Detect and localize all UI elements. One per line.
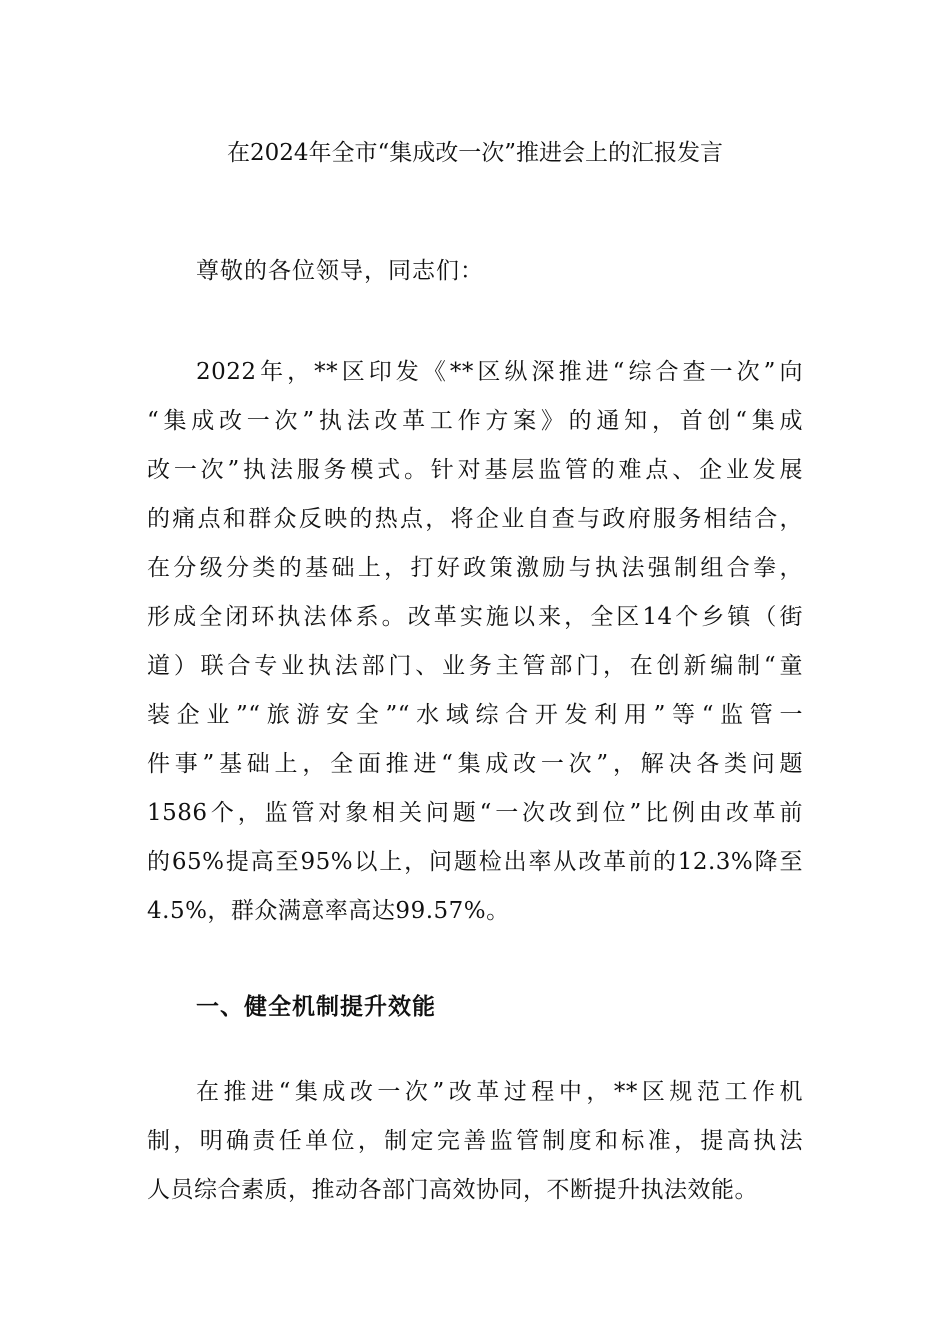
paragraph-line: 件事”基础上，全面推进“集成改一次”，解决各类问题 [147,751,803,777]
paragraph-line: 装企业”“旅游安全”“水域综合开发利用”等“监管一 [147,702,803,728]
paragraph-line: “集成改一次”执法改革工作方案》的通知，首创“集成 [147,408,803,434]
paragraph-line: 2022年，**区印发《**区纵深推进“综合查一次”向 [196,359,803,385]
paragraph-line: 人员综合素质，推动各部门高效协同，不断提升执法效能。 [147,1177,758,1203]
paragraph-intro [147,348,803,936]
paragraph-line: 形成全闭环执法体系。改革实施以来，全区14个乡镇（街 [147,604,803,630]
paragraph-line: 的65%提高至95%以上，问题检出率从改革前的12.3%降至 [147,849,803,875]
paragraph-line: 道）联合专业执法部门、业务主管部门，在创新编制“童 [147,653,803,679]
paragraph-line: 在分级分类的基础上，打好政策激励与执法强制组合拳， [147,555,803,581]
paragraph-line: 4.5%，群众满意率高达99.57%。 [147,898,510,924]
paragraph-line: 1586个，监管对象相关问题“一次改到位”比例由改革前 [147,800,803,826]
document-title: 在2024年全市“集成改一次”推进会上的汇报发言 [226,140,724,166]
paragraph-line: 在推进“集成改一次”改革过程中，**区规范工作机 [196,1079,803,1105]
salutation: 尊敬的各位领导，同志们： [196,258,484,284]
section-heading: 一、健全机制提升效能 [196,994,436,1020]
paragraph-line: 的痛点和群众反映的热点，将企业自查与政府服务相结合， [147,506,803,532]
paragraph-line: 制，明确责任单位，制定完善监管制度和标准，提高执法 [147,1128,803,1154]
paragraph-line: 改一次”执法服务模式。针对基层监管的难点、企业发展 [147,457,803,483]
paragraph-section1 [147,1068,803,1215]
